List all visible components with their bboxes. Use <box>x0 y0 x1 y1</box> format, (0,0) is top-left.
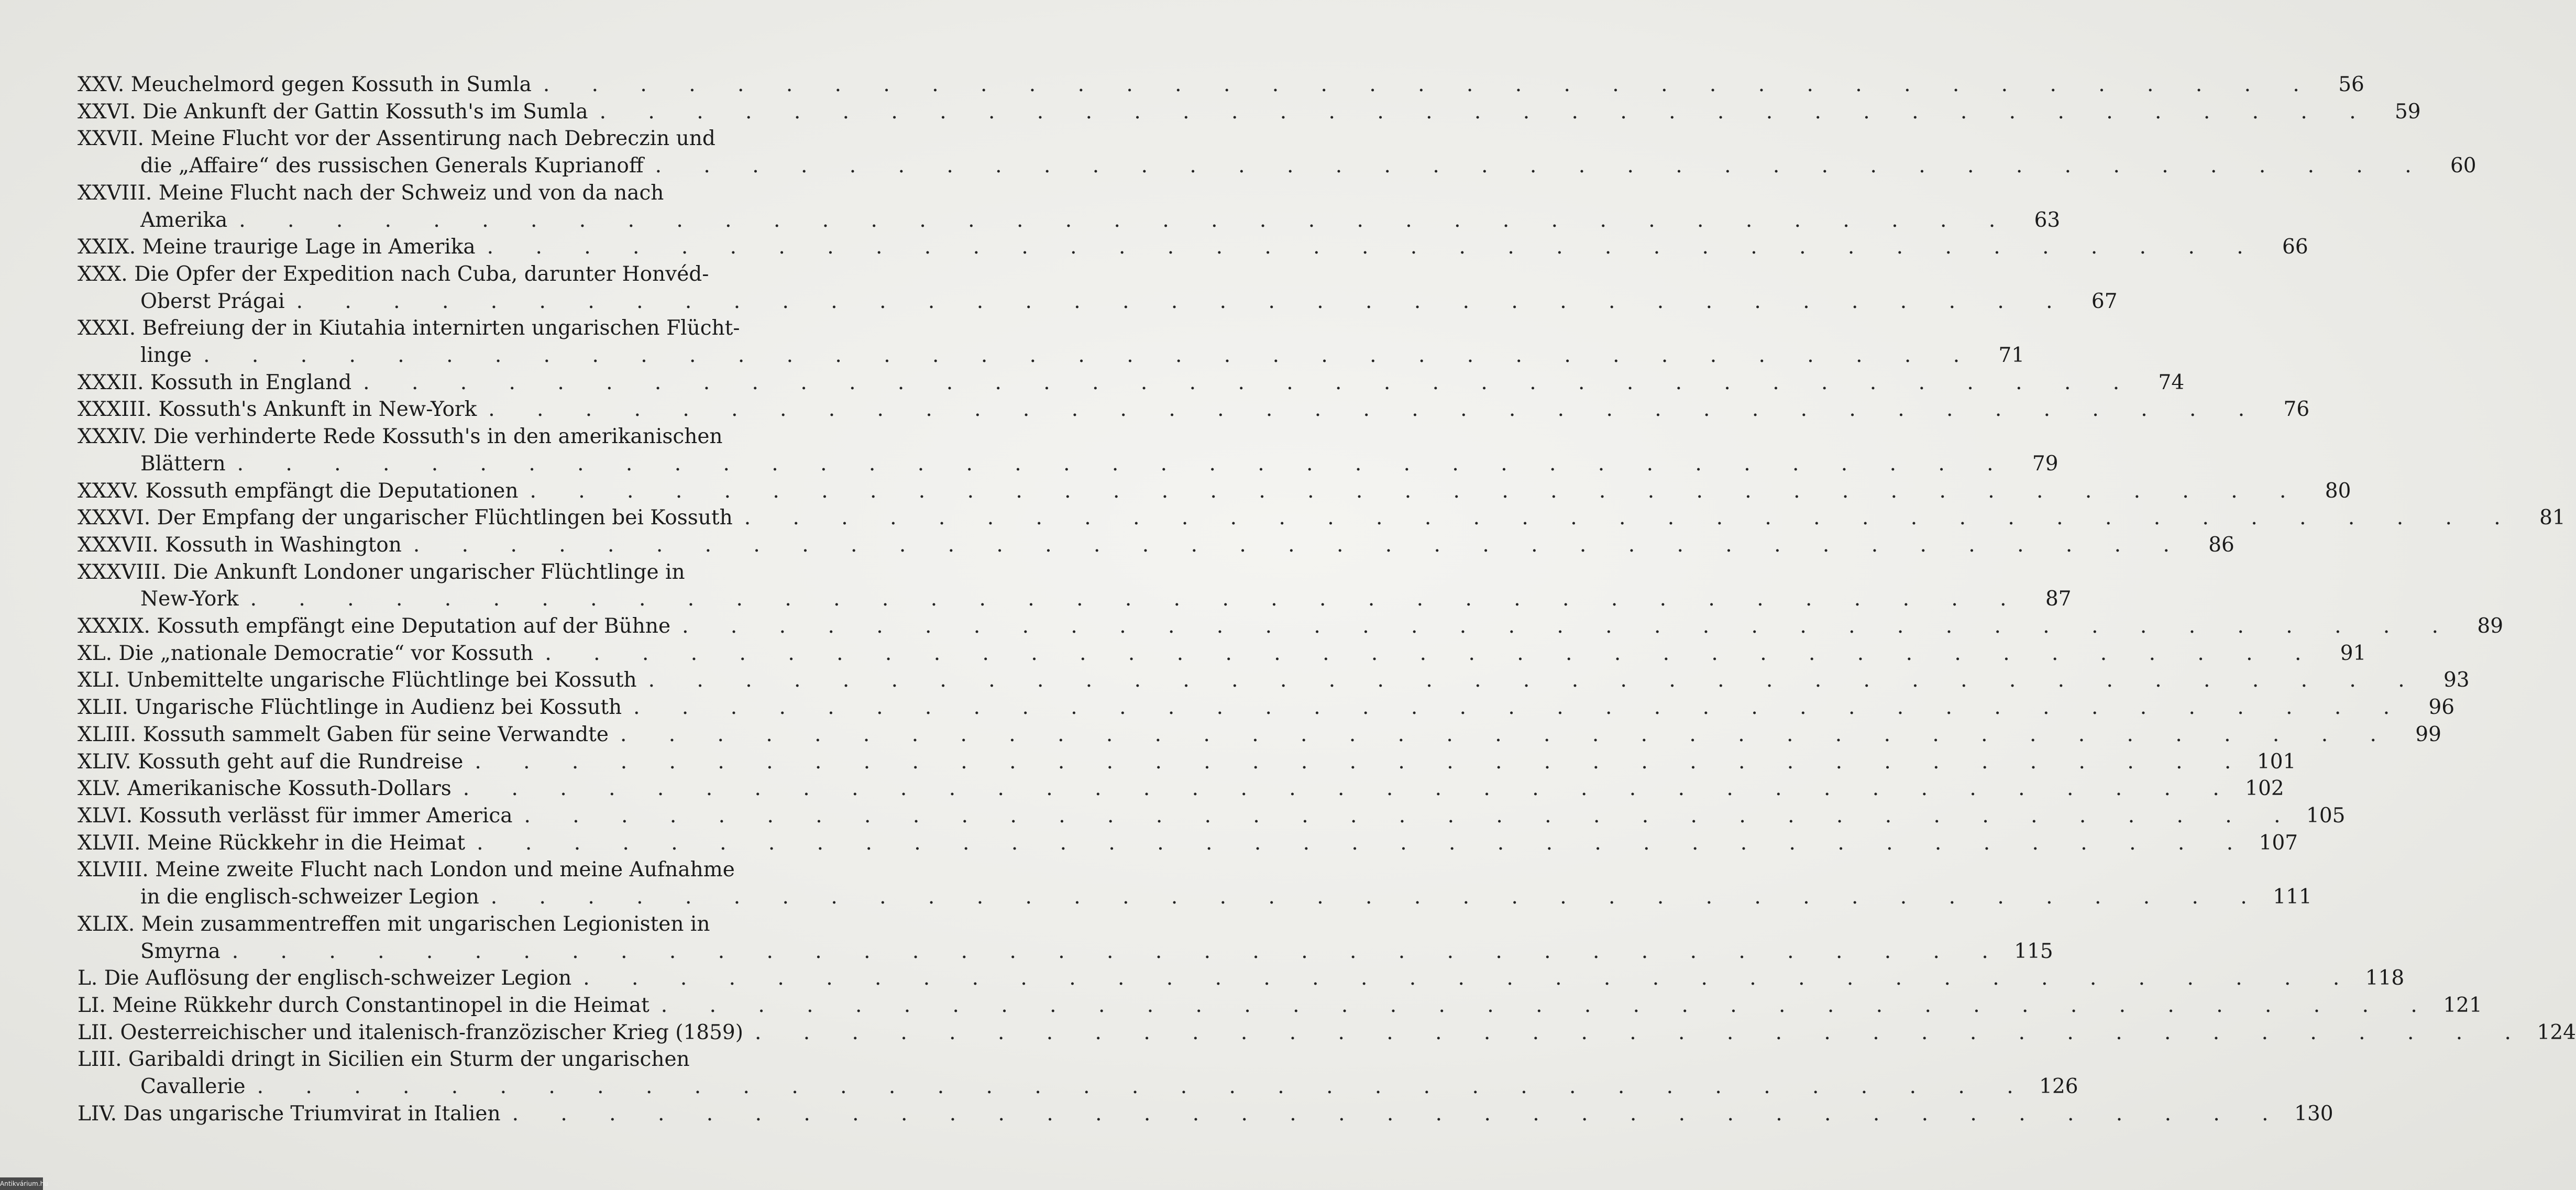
chapter-number: XLV. <box>78 777 121 801</box>
chapter-number: XXXVI. <box>78 506 151 530</box>
toc-entry-line <box>78 342 2025 369</box>
chapter-title: Die verhinderte Rede Kossuth's in den amerikanischen <box>153 425 723 449</box>
chapter-number: XXIX. <box>78 235 136 259</box>
dot-leader: . . . . . . . . . . . . . . . . . . . . . . . . . . . . . . . . . . . . . <box>543 73 2317 96</box>
dot-leader: . . . . . . . . . . . . . . . . . . . . . . . . . . . . . . . . . . . . . <box>655 154 2429 178</box>
toc-entry-line <box>78 478 2351 505</box>
toc-entry-heading <box>78 396 477 423</box>
chapter-title: Meine Flucht nach der Schweiz und von da nach <box>158 181 664 205</box>
toc-entry-heading <box>78 748 463 776</box>
toc-entry <box>78 992 2482 1019</box>
chapter-number: XLIX. <box>78 912 135 936</box>
toc-entry-line <box>78 884 2312 911</box>
page-number: 74 <box>2158 370 2185 394</box>
page-number: 81 <box>2539 506 2566 530</box>
toc-entry <box>78 504 2566 532</box>
toc-entry-heading <box>78 315 740 342</box>
chapter-number: XXVII. <box>78 127 144 151</box>
chapter-title: Oesterreichischer und italenisch-franzözischer Krieg (1859) <box>120 1020 743 1044</box>
page-number: 93 <box>2443 668 2470 692</box>
dot-leader: . . . . . . . . . . . . . . . . . . . . . . . . . . . . . . . . . . . . . <box>648 668 2423 692</box>
page-number: 71 <box>1998 344 2025 368</box>
toc-entry-heading <box>78 1019 743 1046</box>
chapter-number: XXXII. <box>78 370 144 394</box>
toc-entry <box>78 721 2441 748</box>
toc-entry <box>78 694 2455 721</box>
page-number: 79 <box>2032 451 2058 476</box>
toc-entry-line <box>78 234 2308 261</box>
chapter-number: XLVI. <box>78 803 133 828</box>
dot-leader: . . . . . . . . . . . . . . . . . . . . . . . . . . . . . . . . . . . . . <box>660 993 2435 1017</box>
chapter-number: XXV. <box>78 73 125 96</box>
toc-entry-heading <box>78 640 533 667</box>
chapter-title: Die „nationale Democratie“ vor Kossuth <box>118 641 534 665</box>
chapter-title-continued: linge <box>140 344 192 368</box>
chapter-number: XXXIV. <box>78 425 147 449</box>
toc-entry <box>78 478 2351 505</box>
toc-entry-line <box>78 261 727 288</box>
toc-entry <box>78 1046 2078 1100</box>
page-number: 101 <box>2256 750 2296 774</box>
toc-entry-heading <box>78 234 476 261</box>
toc-entry-line <box>78 450 2058 478</box>
dot-leader: . . . . . . . . . . . . . . . . . . . . . . . . . . . . . . . . . . . . . <box>744 506 2518 530</box>
toc-entry-line <box>78 98 2421 126</box>
chapter-title: Befreiung der in Kiutahia internirten ungarischen Flücht- <box>142 316 740 340</box>
page-number: 86 <box>2208 533 2234 557</box>
dot-leader: . . . . . . . . . . . . . . . . . . . . . . . . . . . . . . . . . . . . . <box>363 370 2138 394</box>
chapter-title-continued: die „Affaire“ des russischen Generals Kuprianoff <box>140 154 644 178</box>
toc-entry-heading <box>78 71 532 98</box>
chapter-title-continued: in die englisch-schweizer Legion <box>140 885 479 909</box>
page-number: 105 <box>2306 803 2346 828</box>
chapter-title: Meine Flucht vor der Assentirung nach Debreczin und <box>150 127 715 151</box>
toc-entry-heading <box>78 721 609 748</box>
chapter-title: Kossuth in Washington <box>165 533 402 557</box>
page-number: 124 <box>2537 1020 2576 1044</box>
dot-leader: . . . . . . . . . . . . . . . . . . . . . . . . . . . . . . . . . . . . . <box>545 641 2319 665</box>
toc-entry-heading <box>78 694 622 721</box>
page-number: 67 <box>2091 289 2118 313</box>
page-number: 115 <box>2014 939 2053 963</box>
toc-entry-heading <box>78 965 571 992</box>
toc-entry-line <box>78 369 2185 396</box>
toc-entry-line <box>78 992 2482 1019</box>
chapter-title-continued: Cavallerie <box>140 1075 246 1099</box>
toc-entry <box>78 369 2185 396</box>
dot-leader: . . . . . . . . . . . . . . . . . . . . . . . . . . . . . . . . . . . . . <box>490 885 2265 909</box>
toc-entry-line <box>78 152 2476 180</box>
chapter-number: XL. <box>78 641 113 665</box>
toc-entry-heading <box>78 478 518 505</box>
toc-entry <box>78 667 2470 694</box>
chapter-title: Die Opfer der Expedition nach Cuba, darunter Honvéd- <box>134 262 709 286</box>
toc-entry-heading <box>78 532 402 559</box>
page-number: 118 <box>2365 966 2405 990</box>
page-number: 121 <box>2443 993 2482 1017</box>
chapter-title: Ungarische Flüchtlinge in Audienz bei Kossuth <box>135 696 622 720</box>
page-number: 107 <box>2259 831 2298 855</box>
chapter-title: Kossuth geht auf die Rundreise <box>138 750 464 774</box>
chapter-title: Kossuth sammelt Gaben für seine Verwandte <box>142 722 609 746</box>
toc-entry-line <box>78 125 727 152</box>
dot-leader: . . . . . . . . . . . . . . . . . . . . . . . . . . . . . . . . . . . . . <box>250 587 2024 611</box>
toc-entry <box>78 830 2298 857</box>
toc-entry-heading <box>78 423 723 450</box>
chapter-title: Kossuth empfängt eine Deputation auf der Bühne <box>157 614 671 638</box>
page-number: 66 <box>2282 235 2308 259</box>
dot-leader: . . . . . . . . . . . . . . . . . . . . . . . . . . . . . . . . . . . . . <box>232 939 2006 963</box>
page-number: 80 <box>2325 479 2351 503</box>
toc-entry-heading <box>78 261 709 288</box>
toc-entry <box>78 775 2284 802</box>
chapter-title: Kossuth in England <box>150 370 352 394</box>
toc-entry <box>78 856 2312 910</box>
toc-entry-line <box>78 965 2405 992</box>
chapter-number: XXVIII. <box>78 181 152 205</box>
page-number: 111 <box>2273 885 2312 909</box>
chapter-title: Amerikanische Kossuth-Dollars <box>127 777 452 801</box>
toc-entry-line <box>78 721 2441 748</box>
chapter-title-continued: Oberst Prágai <box>140 289 285 313</box>
chapter-title-continued: New-York <box>140 587 239 611</box>
page-number: 126 <box>2039 1075 2078 1099</box>
toc-entry-heading <box>78 125 715 152</box>
toc-entry-heading <box>78 180 664 207</box>
toc-entry-heading <box>78 992 649 1019</box>
page-number: 63 <box>2034 208 2061 232</box>
chapter-title-continued: Smyrna <box>140 939 221 963</box>
toc-entry <box>78 748 2296 776</box>
dot-leader: . . . . . . . . . . . . . . . . . . . . . . . . . . . . . . . . . . . . . <box>296 289 2071 313</box>
toc-entry <box>78 71 2364 98</box>
chapter-title-continued: Blättern <box>140 451 226 476</box>
page-number: 60 <box>2450 154 2476 178</box>
chapter-number: XXXV. <box>78 479 139 503</box>
toc-entry-heading <box>78 1100 501 1128</box>
dot-leader: . . . . . . . . . . . . . . . . . . . . . . . . . . . . . . . . . . . . . <box>620 722 2394 746</box>
toc-entry <box>78 911 2053 965</box>
page-number: 91 <box>2340 641 2366 665</box>
toc-entry-line <box>78 938 2053 965</box>
chapter-title: Unbemittelte ungarische Flüchtlinge bei Kossuth <box>126 668 637 692</box>
chapter-title: Der Empfang der ungarischer Flüchtlingen bei Kossuth <box>157 506 733 530</box>
toc-entry <box>78 613 2504 640</box>
toc-entry-heading <box>78 667 637 694</box>
dot-leader: . . . . . . . . . . . . . . . . . . . . . . . . . . . . . . . . . . . . . <box>413 533 2187 557</box>
chapter-title: Meine zweite Flucht nach London und meine Aufnahme <box>155 858 735 882</box>
toc-entry-line <box>78 504 2566 532</box>
dot-leader: . . . . . . . . . . . . . . . . . . . . . . . . . . . . . . . . . . . . . <box>682 614 2457 638</box>
toc-entry-line <box>78 1019 2576 1046</box>
toc-entry-line <box>78 423 727 450</box>
toc-entry <box>78 1100 2333 1128</box>
dot-leader: . . . . . . . . . . . . . . . . . . . . . . . . . . . . . . . . . . . . . <box>237 451 2011 476</box>
dot-leader: . . . . . . . . . . . . . . . . . . . . . . . . . . . . . . . . . . . . . <box>633 696 2408 720</box>
chapter-number: XLII. <box>78 696 128 720</box>
toc-entry-heading <box>78 802 513 830</box>
chapter-number: XLVII. <box>78 831 141 855</box>
toc-entry <box>78 802 2346 830</box>
toc-entry-line <box>78 748 2296 776</box>
chapter-title: Meine Rückkehr in die Heimat <box>147 831 466 855</box>
page-number: 99 <box>2415 722 2441 746</box>
dot-leader: . . . . . . . . . . . . . . . . . . . . . . . . . . . . . . . . . . . . . <box>524 803 2298 828</box>
chapter-number: XLVIII. <box>78 858 149 882</box>
chapter-number: LIV. <box>78 1101 117 1126</box>
toc-entry-line <box>78 71 2364 98</box>
toc-entry <box>78 234 2308 261</box>
toc-entry-heading <box>78 1046 690 1073</box>
toc-entry-line <box>78 288 2118 315</box>
toc-entry-line <box>78 1046 727 1073</box>
chapter-number: LII. <box>78 1020 114 1044</box>
toc-entry-heading <box>78 369 351 396</box>
toc-entry-line <box>78 775 2284 802</box>
chapter-number: XLI. <box>78 668 120 692</box>
toc-entry-line <box>78 830 2298 857</box>
toc-entry-heading <box>78 98 588 126</box>
dot-leader: . . . . . . . . . . . . . . . . . . . . . . . . . . . . . . . . . . . . . <box>475 750 2249 774</box>
dot-leader: . . . . . . . . . . . . . . . . . . . . . . . . . . . . . . . . . . . . . <box>257 1075 2031 1099</box>
chapter-number: LIII. <box>78 1048 122 1072</box>
dot-leader: . . . . . . . . . . . . . . . . . . . . . . . . . . . . . . . . . . . . . <box>487 235 2261 259</box>
toc-entry <box>78 180 2061 234</box>
toc-entry <box>78 559 2072 613</box>
chapter-title: Das ungarische Triumvirat in Italien <box>123 1101 501 1126</box>
chapter-title: Kossuth's Ankunft in New-York <box>158 398 477 422</box>
toc-entry <box>78 396 2310 423</box>
toc-entry-heading <box>78 559 685 586</box>
toc-entry-line <box>78 396 2310 423</box>
page-number: 56 <box>2338 73 2364 96</box>
toc-entry-heading <box>78 911 710 938</box>
toc-entry <box>78 532 2234 559</box>
toc-entry-line <box>78 1073 2078 1100</box>
chapter-title: Die Ankunft Londoner ungarischer Flüchtlinge in <box>173 560 685 584</box>
toc-entry <box>78 125 2476 179</box>
chapter-title: Mein zusammentreffen mit ungarischen Legionisten in <box>141 912 710 936</box>
chapter-number: XLIII. <box>78 722 137 746</box>
toc-entry-line <box>78 911 727 938</box>
chapter-number: LI. <box>78 993 106 1017</box>
toc-entry <box>78 423 2058 477</box>
chapter-number: XXX. <box>78 262 128 286</box>
page-number: 102 <box>2245 777 2284 801</box>
page-number: 87 <box>2045 587 2072 611</box>
toc-entry-line <box>78 640 2366 667</box>
chapter-title: Kossuth empfängt die Deputationen <box>145 479 519 503</box>
chapter-number: XXXVIII. <box>78 560 167 584</box>
toc-entry-heading <box>78 775 452 802</box>
toc-entry-line <box>78 802 2346 830</box>
toc-entry-line <box>78 559 727 586</box>
page-number: 130 <box>2294 1101 2333 1126</box>
toc-entry-heading <box>78 830 465 857</box>
dot-leader: . . . . . . . . . . . . . . . . . . . . . . . . . . . . . . . . . . . . . <box>239 208 2013 232</box>
page-number: 89 <box>2477 614 2504 638</box>
page-number: 59 <box>2394 100 2421 124</box>
chapter-title: Die Ankunft der Gattin Kossuth's im Sumla <box>142 100 588 124</box>
dot-leader: . . . . . . . . . . . . . . . . . . . . . . . . . . . . . . . . . . . . . <box>512 1101 2286 1126</box>
toc-entry-line <box>78 856 735 884</box>
toc-entry <box>78 98 2421 126</box>
chapter-number: XXVI. <box>78 100 136 124</box>
toc-entry-heading <box>78 856 735 884</box>
chapter-title: Garibaldi dringt in Sicilien ein Sturm der ungarischen <box>128 1048 690 1072</box>
dot-leader: . . . . . . . . . . . . . . . . . . . . . . . . . . . . . . . . . . . . . <box>530 479 2304 503</box>
watermark: Antikvárium.hu <box>0 1177 43 1190</box>
chapter-title: Die Auflösung der englisch-schweizer Legion <box>104 966 572 990</box>
toc-entry-line <box>78 586 2072 613</box>
toc-entry <box>78 965 2405 992</box>
chapter-title: Meine traurige Lage in Amerika <box>142 235 476 259</box>
table-of-contents <box>78 71 2576 1127</box>
toc-entry-line <box>78 613 2504 640</box>
chapter-title-continued: Amerika <box>140 208 228 232</box>
page-number: 96 <box>2428 696 2455 720</box>
toc-entry <box>78 315 2025 369</box>
dot-leader: . . . . . . . . . . . . . . . . . . . . . . . . . . . . . . . . . . . . . <box>754 1020 2529 1044</box>
toc-entry <box>78 640 2366 667</box>
toc-entry-line <box>78 667 2470 694</box>
chapter-number: XLIV. <box>78 750 131 774</box>
toc-entry-line <box>78 1100 2333 1128</box>
dot-leader: . . . . . . . . . . . . . . . . . . . . . . . . . . . . . . . . . . . . . <box>488 398 2263 422</box>
chapter-number: XXXI. <box>78 316 136 340</box>
dot-leader: . . . . . . . . . . . . . . . . . . . . . . . . . . . . . . . . . . . . . <box>203 344 1978 368</box>
dot-leader: . . . . . . . . . . . . . . . . . . . . . . . . . . . . . . . . . . . . . <box>477 831 2251 855</box>
chapter-title: Kossuth verlässt für immer America <box>139 803 513 828</box>
toc-entry <box>78 1019 2576 1046</box>
toc-entry <box>78 261 2118 315</box>
dot-leader: . . . . . . . . . . . . . . . . . . . . . . . . . . . . . . . . . . . . . <box>599 100 2374 124</box>
toc-entry-heading <box>78 504 733 532</box>
chapter-title: Meuchelmord gegen Kossuth in Sumla <box>130 73 532 96</box>
chapter-number: XXXVII. <box>78 533 159 557</box>
chapter-number: L. <box>78 966 98 990</box>
toc-entry-heading <box>78 613 670 640</box>
toc-entry-line <box>78 207 2061 234</box>
page-number: 76 <box>2283 398 2310 422</box>
toc-entry-line <box>78 180 727 207</box>
dot-leader: . . . . . . . . . . . . . . . . . . . . . . . . . . . . . . . . . . . . . <box>583 966 2358 990</box>
chapter-number: XXXIX. <box>78 614 150 638</box>
chapter-number: XXXIII. <box>78 398 152 422</box>
toc-entry-line <box>78 315 740 342</box>
toc-entry-line <box>78 694 2455 721</box>
chapter-title: Meine Rükkehr durch Constantinopel in die Heimat <box>112 993 649 1017</box>
dot-leader: . . . . . . . . . . . . . . . . . . . . . . . . . . . . . . . . . . . . . <box>463 777 2237 801</box>
toc-entry-line <box>78 532 2234 559</box>
